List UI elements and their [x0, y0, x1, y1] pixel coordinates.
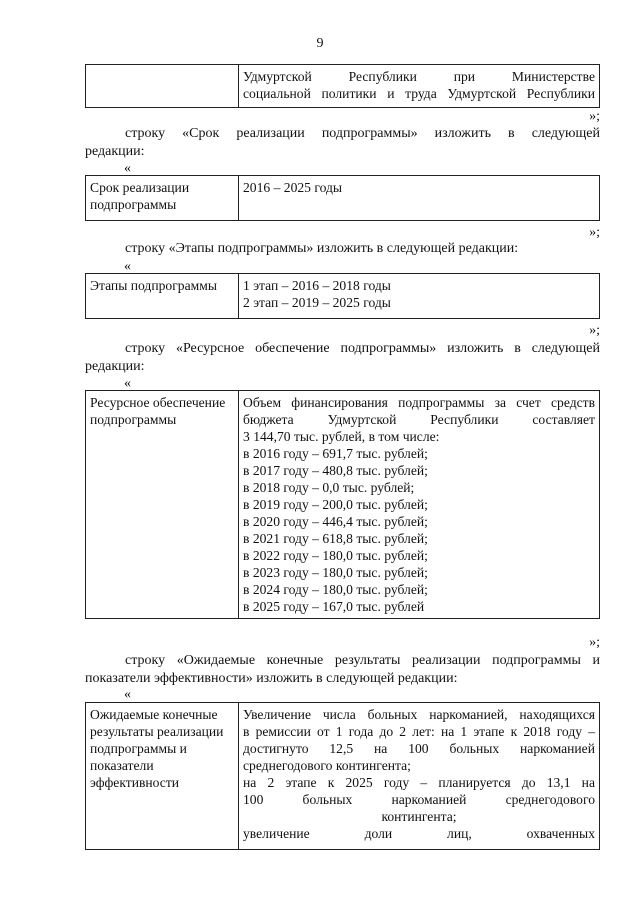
- instruction-line: редакции:: [85, 144, 145, 159]
- resources-content-cell: [239, 391, 600, 619]
- content-line: 100 больных наркоманией среднегодового: [243, 792, 595, 807]
- continued-right-cell: [239, 65, 600, 108]
- content-line: достигнуто 12,5 на 100 больных наркоманией: [243, 741, 595, 756]
- closing-quote: »;: [589, 323, 600, 338]
- instruction-paragraph: [85, 340, 600, 376]
- continued-line: Удмуртской Республики при Министерстве: [243, 69, 595, 84]
- content-line: 2 этап – 2019 – 2025 годы: [243, 295, 391, 310]
- content-line: в 2017 году – 480,8 тыс. рублей;: [243, 463, 428, 478]
- opening-quote: «: [124, 259, 131, 274]
- content-line: контингента;: [381, 809, 457, 824]
- opening-quote: «: [124, 376, 131, 391]
- instruction-line: строку «Ожидаемые конечные результаты реализации подпрограммы и: [125, 653, 600, 668]
- content-line: в 2019 году – 200,0 тыс. рублей;: [243, 497, 428, 512]
- instruction-line: строку «Ресурсное обеспечение подпрограммы» изложить в следующей: [125, 341, 600, 356]
- opening-quote: «: [124, 161, 131, 176]
- content-line: увеличение доли лиц, охваченных: [243, 826, 595, 841]
- closing-quote: »;: [589, 635, 600, 650]
- content-line: в 2020 году – 446,4 тыс. рублей;: [243, 514, 428, 529]
- content-line: в 2016 году – 691,7 тыс. рублей;: [243, 446, 428, 461]
- term-content-cell: [239, 176, 600, 221]
- stages-table: [85, 273, 600, 319]
- instruction-paragraph: [85, 652, 600, 688]
- content-line: в 2022 году – 180,0 тыс. рублей;: [243, 548, 428, 563]
- content-line: в 2024 году – 180,0 тыс. рублей;: [243, 582, 428, 597]
- content-line: Увеличение числа больных наркоманией, находящихся: [243, 707, 595, 722]
- stages-content-cell: [239, 274, 600, 319]
- instruction-line: строку «Этапы подпрограммы» изложить в следующей редакции:: [125, 241, 519, 256]
- instruction-paragraph: [85, 240, 600, 258]
- content-line: 1 этап – 2016 – 2018 годы: [243, 278, 391, 293]
- opening-quote: «: [124, 687, 131, 702]
- instruction-line: строку «Срок реализации подпрограммы» изложить в следующей: [125, 126, 600, 141]
- instruction-line: редакции:: [85, 359, 145, 374]
- content-line: в 2025 году – 167,0 тыс. рублей: [243, 599, 425, 614]
- content-line: в ремиссии от 1 года до 2 лет: на 1 этапе к 2018 году –: [243, 724, 595, 739]
- results-label-cell: Ожидаемые конечные результаты реализации подпрограммы и показатели эффективности: [86, 703, 239, 850]
- term-label-cell: Срок реализации подпрограммы: [86, 176, 239, 221]
- results-content-cell: [239, 703, 600, 850]
- content-line: среднегодового контингента;: [243, 758, 411, 773]
- content-line: бюджета Удмуртской Республики составляет: [243, 412, 595, 427]
- content-line: на 2 этапе к 2025 году – планируется до 13,1 на: [243, 775, 595, 790]
- content-line: 2016 – 2025 годы: [243, 180, 343, 195]
- continued-left-cell: [86, 65, 239, 108]
- content-line: 3 144,70 тыс. рублей, в том числе:: [243, 429, 440, 444]
- term-table: [85, 175, 600, 221]
- content-line: в 2021 году – 618,8 тыс. рублей;: [243, 531, 428, 546]
- page-number: 9: [316, 36, 324, 51]
- resources-table: [85, 390, 600, 619]
- continued-line: социальной политики и труда Удмуртской Республики: [243, 86, 595, 101]
- resources-label-cell: Ресурсное обеспечение подпрограммы: [86, 391, 239, 619]
- instruction-line: показатели эффективности» изложить в следующей редакции:: [85, 671, 458, 686]
- continued-table: [85, 64, 600, 108]
- content-line: в 2023 году – 180,0 тыс. рублей;: [243, 565, 428, 580]
- content-line: в 2018 году – 0,0 тыс. рублей;: [243, 480, 415, 495]
- instruction-paragraph: [85, 125, 600, 161]
- closing-quote: »;: [589, 109, 600, 124]
- content-line: Объем финансирования подпрограммы за счет средств: [243, 395, 595, 410]
- closing-quote: »;: [589, 225, 600, 240]
- results-table: [85, 702, 600, 850]
- stages-label-cell: Этапы подпрограммы: [86, 274, 239, 319]
